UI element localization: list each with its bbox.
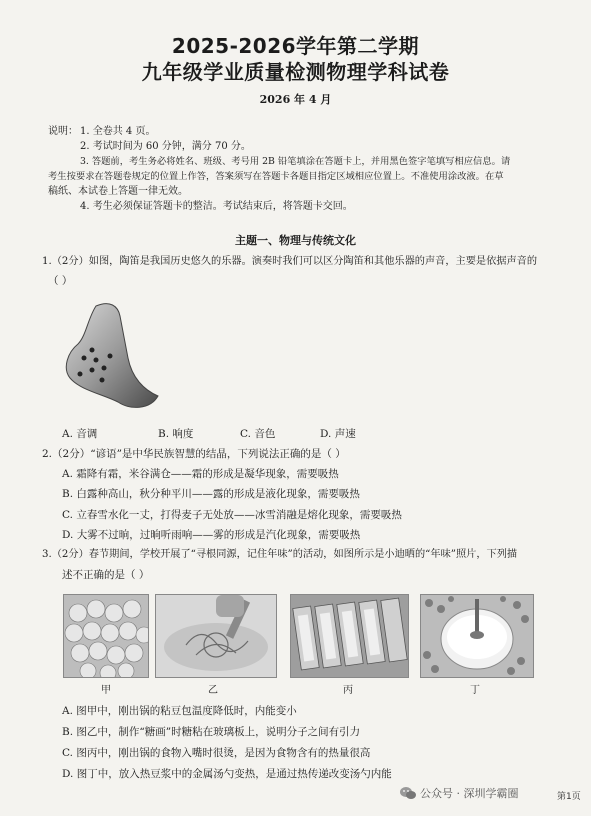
photo-sugar-painting <box>155 594 277 678</box>
question-3-stem-cont: 述不正确的是（ ） <box>62 569 150 581</box>
question-2-stem: 2.（2分）“谚语”是中华民族智慧的结晶，下列说法正确的是（ ） <box>42 448 346 460</box>
question-1-option-b: B. 响度 <box>158 428 194 440</box>
photo-caption-yi: 乙 <box>208 685 218 696</box>
question-1-option-a: A. 音调 <box>62 428 98 440</box>
photo-caption-bing: 丙 <box>343 685 353 696</box>
page-number: 第1页 <box>557 792 581 802</box>
question-1-option-d: D. 声速 <box>320 428 356 440</box>
question-1-stem: 1.（2分）如图，陶笛是我国历史悠久的乐器。演奏时我们可以区分陶笛和其他乐器的声音，主要是依据声音的 <box>42 256 538 267</box>
question-2-option-b: B. 白露种高山，秋分种平川——露的形成是液化现象，需要吸热 <box>62 488 360 500</box>
wechat-icon <box>400 786 416 800</box>
instruction-line: 考生按要求在答题卷规定的位置上作答，答案须写在答题卡各题目指定区域相应位置上。不准使用涂改液。在草 <box>48 171 504 182</box>
section-title: 主题一、物理与传统文化 <box>235 234 356 247</box>
photo-caption-jia: 甲 <box>101 685 111 696</box>
photo-caption-ding: 丁 <box>470 685 480 696</box>
instruction-line: 稿纸、本试卷上答题一律无效。 <box>48 186 188 197</box>
exam-date: 2026 年 4 月 <box>259 93 332 106</box>
question-2-option-a: A. 霜降有霜，米谷满仓——霜的形成是凝华现象，需要吸热 <box>62 468 339 480</box>
watermark-text: 公众号 · 深圳学霸圈 <box>420 787 519 800</box>
question-1-option-c: C. 音色 <box>240 428 276 440</box>
exam-title-year: 2025-2026学年第二学期 <box>171 34 420 58</box>
instruction-line: 3. 答题前，考生务必将姓名、班级、考号用 2B 铅笔填涂在答题卡上，并用黑色签字笔填写相应信息。请 <box>80 156 511 167</box>
instruction-line: 4. 考生必须保证答题卡的整洁。考试结束后，将答题卡交回。 <box>80 201 353 212</box>
exam-title-subject: 九年级学业质量检测物理学科试卷 <box>141 60 450 84</box>
watermark <box>400 785 519 801</box>
instruction-line: 2. 考试时间为 60 分钟，满分 70 分。 <box>80 141 251 152</box>
question-3-stem: 3.（2分）春节期间，学校开展了“寻根同源，记住年味”的活动，如图所示是小迪晒的“年味”照片，下列描 <box>42 549 518 560</box>
question-3-option-d: D. 图丁中，放入热豆浆中的金属汤勺变热，是通过热传递改变汤勺内能 <box>62 768 392 780</box>
photo-trays <box>290 594 409 678</box>
question-1-bracket: （ ） <box>48 275 73 287</box>
question-3-option-c: C. 图丙中，刚出锅的食物入嘴时很烫，是因为食物含有的热量很高 <box>62 747 371 759</box>
question-2-option-c: C. 立春雪水化一丈，打得麦子无处放——冰雪消融是熔化现象，需要吸热 <box>62 509 402 521</box>
question-2-option-d: D. 大雾不过晌，过晌听雨响——雾的形成是汽化现象，需要吸热 <box>62 529 361 541</box>
instruction-line: 1. 全卷共 4 页。 <box>80 126 156 137</box>
photo-steamed-buns <box>63 594 149 678</box>
instructions-label: 说明： <box>48 126 78 137</box>
question-3-option-a: A. 图甲中，刚出锅的粘豆包温度降低时，内能变小 <box>62 705 297 717</box>
photo-soy-milk-spoon <box>420 594 534 678</box>
ocarina-image <box>58 298 168 418</box>
question-3-option-b: B. 图乙中，制作“糖画”时糖粘在玻璃板上，说明分子之间有引力 <box>62 726 361 738</box>
